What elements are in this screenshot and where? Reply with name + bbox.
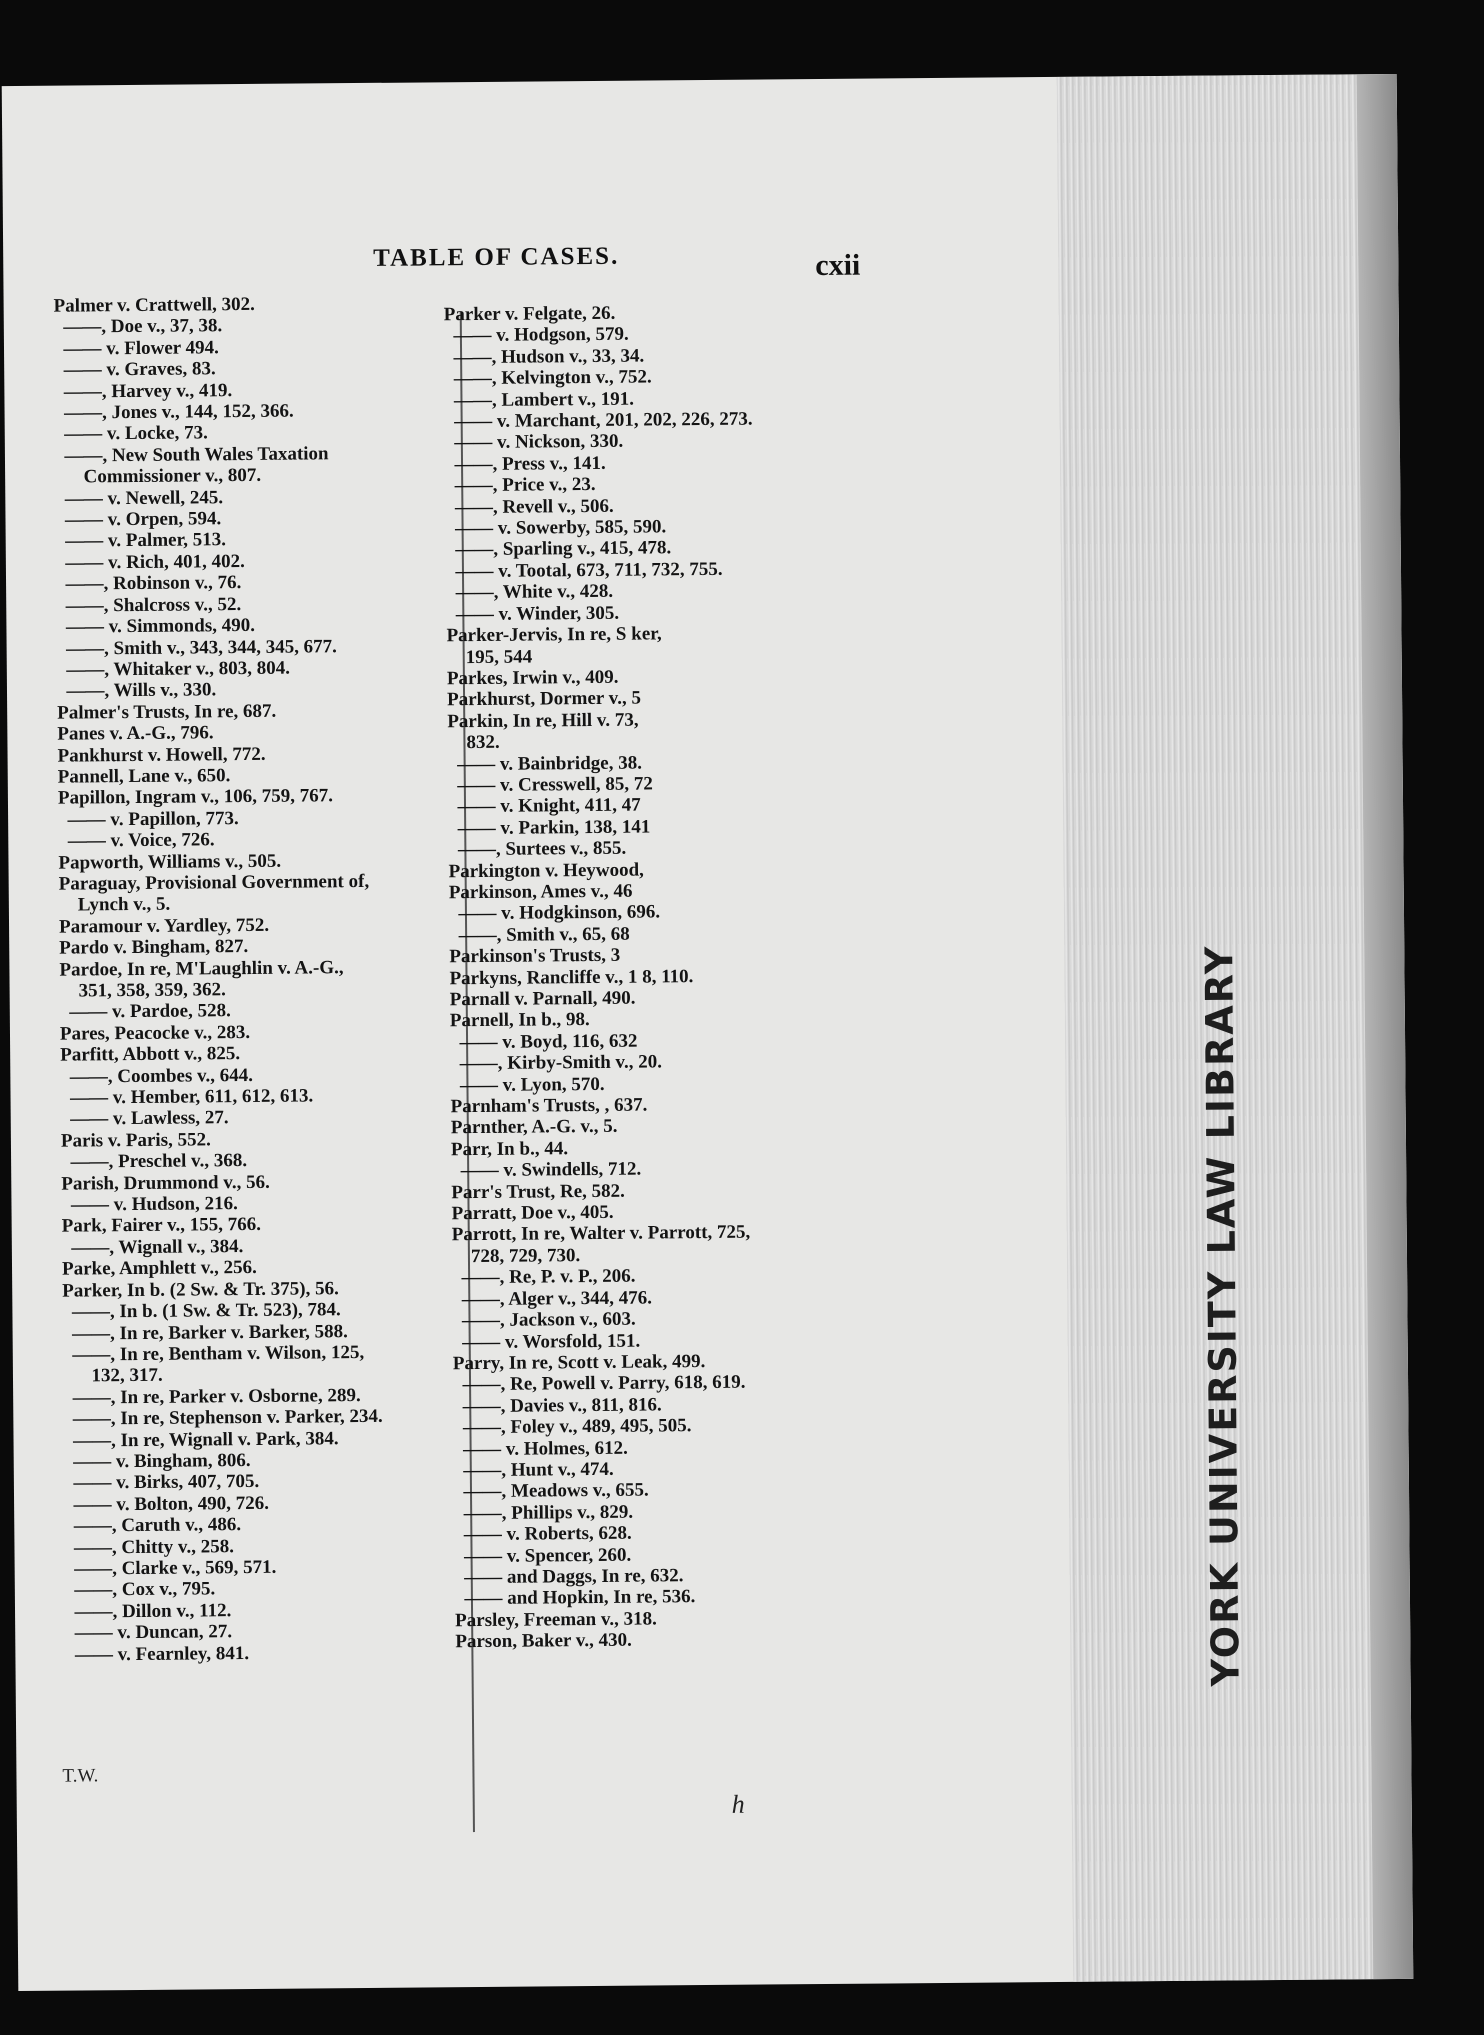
case-entry: Parrott, In re, Walter v. Parrott, 725,: [451, 1222, 751, 1246]
case-entry: ——, Phillips v., 829.: [454, 1501, 634, 1524]
case-entry: Parker, In b. (2 Sw. & Tr. 375), 56.: [62, 1277, 339, 1302]
case-entry: 195, 544: [446, 646, 533, 668]
case-entry: ——, Coombes v., 644.: [60, 1064, 254, 1088]
case-entry: 132, 317.: [62, 1365, 163, 1387]
case-entry: Parkinson's Trusts, 3: [449, 944, 621, 968]
case-entry: ——, Jackson v., 603.: [452, 1308, 636, 1332]
case-entry: Paraguay, Provisional Government of,: [58, 870, 370, 895]
case-entry: ——, Shalcross v., 52.: [56, 593, 242, 617]
case-entry: ——, Meadows v., 655.: [453, 1479, 649, 1503]
page-title: TABLE OF CASES.: [373, 242, 620, 272]
case-entry: ——, Hunt v., 474.: [453, 1458, 614, 1482]
case-entry: —— v. Knight, 411, 47: [447, 794, 641, 818]
case-entry: ——, Chitty v., 258.: [64, 1535, 234, 1559]
case-entry: —— v. Birks, 407, 705.: [63, 1471, 260, 1494]
case-entry: Parkyns, Rancliffe v., 1 8, 110.: [449, 965, 694, 989]
case-entry: —— v. Hudson, 216.: [61, 1193, 238, 1216]
case-entry: ——, Dillon v., 112.: [64, 1599, 232, 1623]
case-entry: Papworth, Williams v., 505.: [58, 850, 282, 874]
case-entry: Parkington v. Heywood,: [448, 859, 644, 882]
case-entry: Parfitt, Abbott v., 825.: [60, 1043, 241, 1066]
library-stamp-text: YORK UNIVERSITY LAW LIBRARY: [1197, 944, 1248, 1687]
case-entry: Commissioner v., 807.: [55, 465, 262, 488]
case-entry: —— v. Palmer, 513.: [55, 529, 227, 553]
case-entry: ——, Cox v., 795.: [64, 1578, 216, 1602]
case-entry: ——, White v., 428.: [446, 581, 614, 604]
case-entry: —— v. Graves, 83.: [54, 358, 216, 381]
case-entry: ——, Caruth v., 486.: [64, 1514, 242, 1537]
case-entry: —— and Daggs, In re, 632.: [454, 1565, 684, 1589]
case-entry: —— v. Orpen, 594.: [55, 508, 222, 531]
case-entry: Panes v. A.-G., 796.: [57, 722, 214, 745]
case-entry: Parnall v. Parnall, 490.: [449, 987, 636, 1011]
case-entry: —— v. Voice, 726.: [58, 829, 215, 852]
case-entry: ——, Smith v., 343, 344, 345, 677.: [56, 635, 337, 660]
case-entry: —— v. Marchant, 201, 202, 226, 273.: [444, 408, 753, 433]
case-entry: —— v. Bainbridge, 38.: [447, 752, 642, 775]
case-entry: —— v. Simmonds, 490.: [56, 615, 256, 638]
case-entry: —— v. Holmes, 612.: [453, 1437, 628, 1460]
case-entry: Parr's Trust, Re, 582.: [451, 1180, 625, 1203]
case-entry: Parnham's Trusts, , 637.: [450, 1094, 648, 1118]
case-entry: ——, Alger v., 344, 476.: [452, 1287, 653, 1310]
case-entry: Pannell, Lane v., 650.: [57, 765, 231, 788]
case-entry: ——, Preschel v., 368.: [61, 1150, 248, 1173]
case-entry: ——, In b. (1 Sw. & Tr. 523), 784.: [62, 1299, 341, 1323]
case-entry: ——, Surtees v., 855.: [448, 837, 627, 861]
case-entry: ——, Clarke v., 569, 571.: [64, 1556, 277, 1580]
case-entry: —— v. Boyd, 116, 632: [449, 1030, 638, 1054]
case-entry: ——, Sparling v., 415, 478.: [445, 537, 672, 561]
case-entry: ——, Lambert v., 191.: [444, 388, 635, 411]
case-entry: ——, In re, Barker v. Barker, 588.: [62, 1320, 348, 1345]
case-entry: ——, Press v., 141.: [444, 452, 606, 476]
case-entry: Parish, Drummond v., 56.: [61, 1171, 270, 1195]
case-entry: —— v. Rich, 401, 402.: [55, 550, 245, 574]
case-entry: Palmer v. Crattwell, 302.: [53, 293, 255, 317]
case-entry: Parkin, In re, Hill v. 73,: [447, 709, 639, 732]
case-entry: —— v. Sowerby, 585, 590.: [445, 516, 667, 540]
case-entry: Parker-Jervis, In re, S ker,: [446, 623, 662, 647]
case-entry: Park, Fairer v., 155, 766.: [61, 1214, 262, 1238]
case-entry: ——, Kirby-Smith v., 20.: [450, 1051, 663, 1075]
case-entry: ——, Revell v., 506.: [445, 495, 614, 518]
case-entry: Lynch v., 5.: [58, 894, 171, 917]
case-entry: ——, In re, Stephenson v. Parker, 234.: [63, 1405, 383, 1430]
case-entry: Pardo v. Bingham, 827.: [59, 936, 249, 959]
case-entry: Parker v. Felgate, 26.: [443, 302, 616, 326]
case-entry: —— v. Hember, 611, 612, 613.: [60, 1085, 314, 1109]
case-entry: Parnther, A.-G. v., 5.: [450, 1116, 618, 1139]
case-entry: ——, In re, Wignall v. Park, 384.: [63, 1427, 339, 1452]
case-entry: —— v. Bingham, 806.: [63, 1449, 251, 1473]
case-entry: —— v. Roberts, 628.: [454, 1522, 632, 1546]
case-entry: Pardoe, In re, M'Laughlin v. A.-G.,: [59, 956, 344, 981]
case-entry: Parratt, Doe v., 405.: [451, 1201, 614, 1225]
case-entry: —— v. Lyon, 570.: [450, 1073, 605, 1096]
case-entry: —— v. Hodgson, 579.: [443, 324, 629, 347]
case-entry: ——, Smith v., 65, 68: [449, 923, 630, 947]
case-entry: —— v. Papillon, 773.: [58, 807, 239, 831]
case-entry: ——, Davies v., 811, 816.: [453, 1394, 662, 1417]
case-entry: —— v. Nickson, 330.: [444, 431, 624, 454]
case-entry: —— v. Hodgkinson, 696.: [448, 901, 661, 925]
case-entry: —— v. Tootal, 673, 711, 732, 755.: [445, 558, 723, 583]
case-entry: Paris v. Paris, 552.: [60, 1129, 211, 1152]
library-stamp: [1190, 944, 1255, 1687]
case-entry: —— v. Duncan, 27.: [65, 1621, 233, 1644]
case-entry: ——, Whitaker v., 803, 804.: [56, 657, 291, 681]
case-entry: ——, Harvey v., 419.: [54, 379, 233, 403]
case-entry: ——, Re, Powell v. Parry, 618, 619.: [452, 1371, 746, 1396]
right-column: [444, 301, 866, 1653]
case-entry: —— v. Swindells, 712.: [451, 1158, 642, 1182]
case-entry: —— v. Bolton, 490, 726.: [64, 1492, 269, 1516]
case-entry: Papillon, Ingram v., 106, 759, 767.: [57, 785, 334, 810]
case-entry: ——, Re, P. v. P., 206.: [452, 1265, 636, 1289]
case-entry: Pankhurst v. Howell, 772.: [57, 743, 266, 767]
scanned-page: [2, 74, 1414, 1991]
case-entry: ——, Doe v., 37, 38.: [53, 315, 223, 339]
case-entry: 728, 729, 730.: [451, 1244, 581, 1268]
case-entry: ——, Wignall v., 384.: [61, 1235, 244, 1259]
case-entry: —— v. Fearnley, 841.: [65, 1642, 250, 1666]
case-entry: —— v. Parkin, 138, 141: [448, 816, 651, 840]
case-entry: 832.: [447, 731, 500, 754]
case-entry: ——, Foley v., 489, 495, 505.: [453, 1415, 692, 1439]
case-entry: Parsley, Freeman v., 318.: [455, 1608, 657, 1632]
case-entry: ——, Kelvington v., 752.: [444, 366, 652, 390]
case-entry: —— v. Lawless, 27.: [60, 1107, 229, 1131]
case-entry: —— and Hopkin, In re, 536.: [454, 1586, 696, 1610]
case-entry: —— v. Locke, 73.: [54, 422, 208, 446]
case-entry: —— v. Cresswell, 85, 72: [447, 773, 653, 797]
footer-initials: T.W.: [62, 1765, 99, 1787]
case-entry: —— v. Pardoe, 528.: [59, 1000, 231, 1024]
case-entry: —— v. Flower 494.: [53, 337, 219, 360]
case-entry: Parkhurst, Dormer v., 5: [446, 687, 642, 711]
case-entry: Parson, Baker v., 430.: [455, 1629, 632, 1653]
case-entry: ——, Hudson v., 33, 34.: [444, 345, 645, 369]
case-entry: ——, Robinson v., 76.: [55, 572, 242, 595]
case-entry: —— v. Winder, 305.: [446, 602, 620, 625]
case-entry: Parry, In re, Scott v. Leak, 499.: [452, 1350, 706, 1375]
case-entry: ——, Jones v., 144, 152, 366.: [54, 400, 294, 424]
case-entry: 351, 358, 359, 362.: [59, 979, 226, 1002]
case-entry: Parkes, Irwin v., 409.: [446, 666, 619, 690]
case-entry: ——, Wills v., 330.: [56, 679, 217, 702]
case-entry: ——, Price v., 23.: [445, 474, 596, 497]
case-entry: ——, In re, Parker v. Osborne, 289.: [63, 1384, 361, 1409]
case-entry: Pares, Peacocke v., 283.: [59, 1021, 251, 1045]
case-entry: Parke, Amphlett v., 256.: [61, 1257, 257, 1280]
page-number: cxii: [815, 248, 861, 283]
left-column: [54, 292, 476, 1666]
case-entry: Parkinson, Ames v., 46: [448, 880, 633, 904]
case-entry: ——, In re, Bentham v. Wilson, 125,: [62, 1341, 365, 1366]
case-entry: —— v. Newell, 245.: [55, 486, 224, 510]
case-entry: Parr, In b., 44.: [450, 1138, 569, 1161]
case-entry: —— v. Spencer, 260.: [454, 1544, 632, 1567]
case-entry: ——, New South Wales Taxation: [54, 443, 329, 467]
case-entry: —— v. Worsfold, 151.: [452, 1330, 641, 1353]
case-entry: Parnell, In b., 98.: [449, 1009, 590, 1032]
signature-mark: h: [731, 1789, 745, 1819]
case-entry: Paramour v. Yardley, 752.: [58, 914, 270, 938]
case-entry: Palmer's Trusts, In re, 687.: [57, 700, 277, 724]
